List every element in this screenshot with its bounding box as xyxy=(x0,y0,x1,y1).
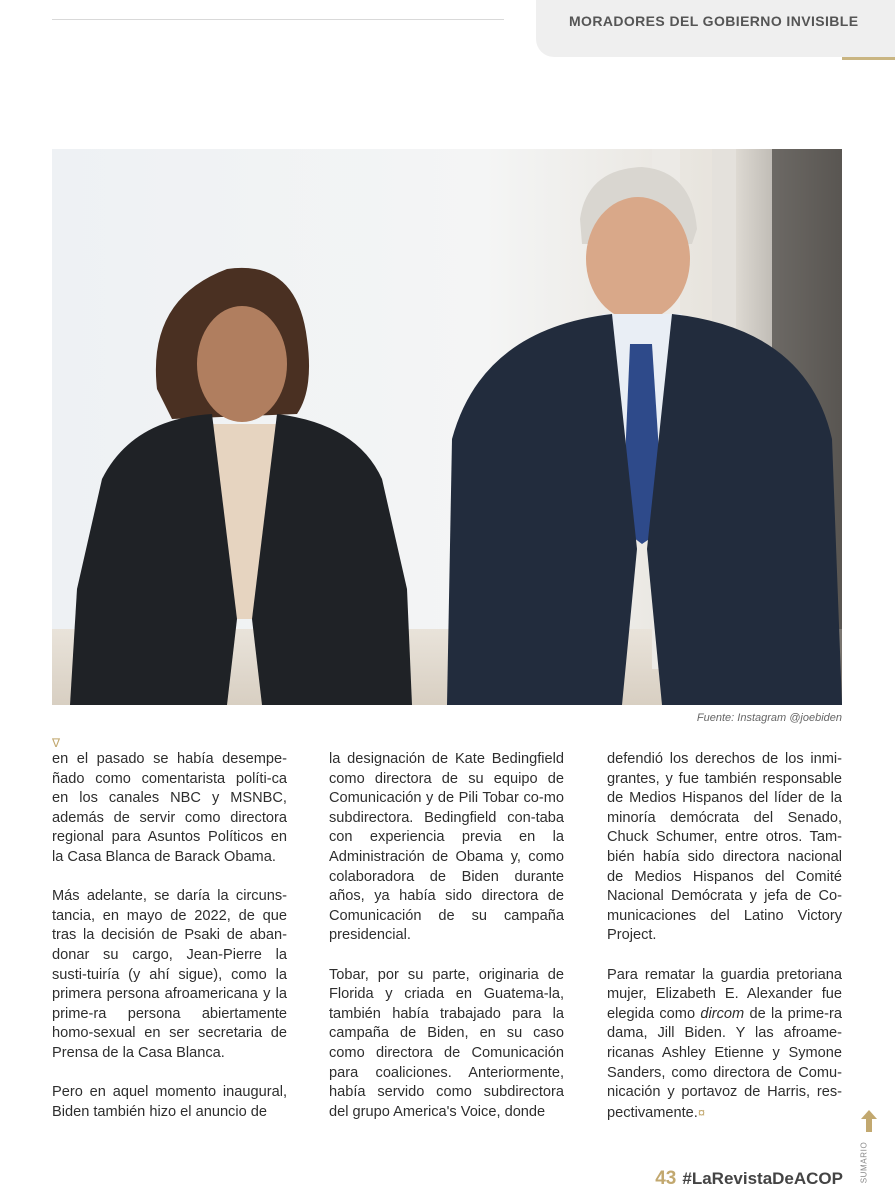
paragraph: defendió los derechos de los inmi-grantes, y fue también responsable de Medios Hispanos del líder de la minoría demócrata del Senado, Chuck Schumer, entre otros. Tam-bién había sido directora nacional de Medios Hispanos del Comité Nacional Demócrata y jefa de Co-municaciones del Latino Victory Project. xyxy=(607,751,842,944)
paragraph: Pero en aquel momento inaugural, Biden también hizo el anuncio de xyxy=(52,1084,287,1120)
paragraph-text: Para rematar la guardia pretoriana mujer, Elizabeth E. Alexander fue elegida como xyxy=(607,966,842,1022)
header-rule xyxy=(52,19,504,20)
paragraph: Más adelante, se daría la circuns-tancia, en mayo de 2022, de que tras la decisión de Psaki de aban-donar su cargo, Jean-Pierre la susti-tuiría (y ahí sigue), como la primera persona afroamericana y la prime-ra persona abiertamente homo-sexual en ser secretaria de Prensa de la Casa Blanca. xyxy=(52,888,287,1061)
article-end-mark: ¤ xyxy=(697,1104,706,1120)
paragraph: en el pasado se había desempe-ñado como comentarista políti-ca en los canales NBC y MSNBC, además de servir como directora regional para Asuntos Políticos en la Casa Blanca de Barack Obama. xyxy=(52,751,287,865)
photo-caption: Fuente: Instagram @joebiden xyxy=(696,712,842,724)
italic-term: dircom xyxy=(700,1005,745,1022)
paragraph: Tobar, por su parte, originaria de Florida y criada en Guatema-la, también había trabajado para la campaña de Biden, en su caso como directora de Comunicación para coaliciones. Anteriormente, había servido como subdirectora del grupo America's Voice, donde xyxy=(329,966,564,1120)
article-column-2 xyxy=(329,750,564,1142)
page-footer xyxy=(655,1168,843,1190)
article-start-mark: ∇ xyxy=(52,736,61,750)
section-title: MORADORES DEL GOBIERNO INVISIBLE xyxy=(569,13,859,29)
sumario-label: SUMARIO xyxy=(859,1141,869,1184)
sumario-link[interactable] xyxy=(857,1108,881,1190)
arrow-up-icon xyxy=(861,1110,877,1132)
article-column-1 xyxy=(52,736,287,1142)
article-column-3 xyxy=(607,750,842,1143)
footer-hashtag: #LaRevistaDeACOP xyxy=(682,1169,843,1188)
section-tab xyxy=(536,0,895,57)
paragraph xyxy=(607,966,842,1124)
section-tab-accent xyxy=(842,57,895,60)
paragraph-text: de la prime-ra dama, Jill Biden. Y las afroame-ricanas Ashley Etienne y Symone Sanders, como directora de Comu-nicación y portavoz de Harris, res-pectivamente. xyxy=(607,1005,842,1121)
page-number: 43 xyxy=(655,1168,677,1189)
paragraph: la designación de Kate Bedingfield como directora de su equipo de Comunicación y de Pili Tobar co-mo subdirectora. Bedingfield con-taba con experiencia previa en la Administración de Obama y, como colaboradora de Biden durante años, ya había sido directora de Comunicación de su campaña presidencial. xyxy=(329,751,564,944)
article-photo xyxy=(52,149,842,705)
